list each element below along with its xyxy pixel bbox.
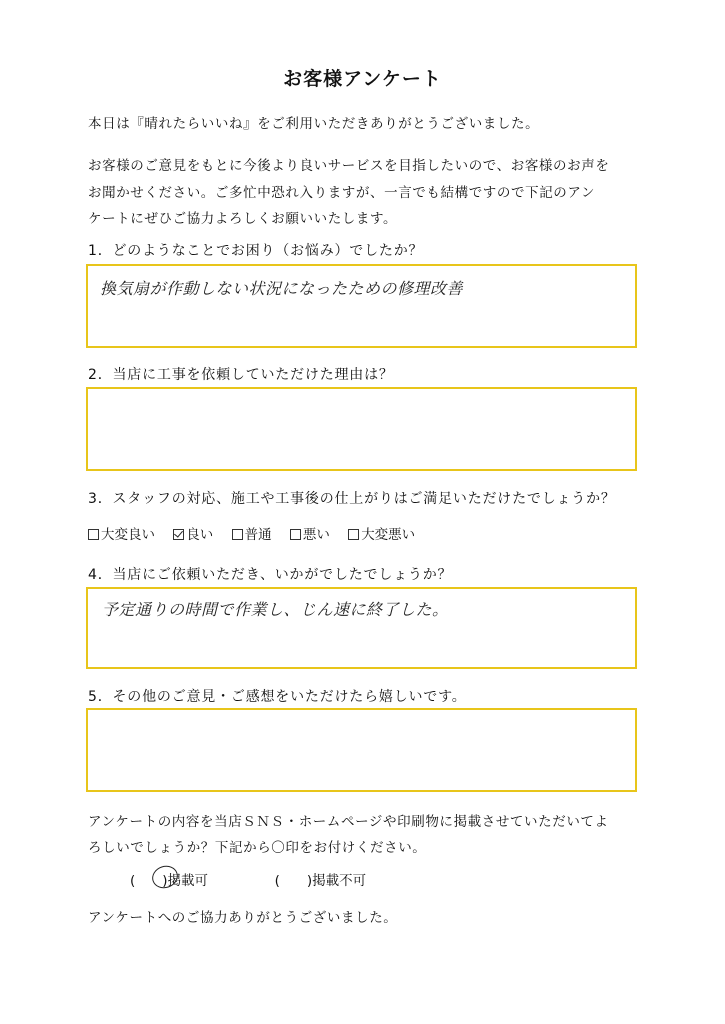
consent-deny[interactable]: ( )掲載不可: [274, 873, 367, 889]
question-5-label: 5．その他のご意見・ご感想をいただけたら嬉しいです。: [88, 689, 467, 705]
checkbox-normal[interactable]: [232, 529, 243, 540]
consent-line-1: アンケートの内容を当店ＳＮＳ・ホームページや印刷物に掲載させていただいてよ: [88, 814, 609, 830]
option-good[interactable]: 良い: [173, 523, 213, 543]
question-4-answer-box[interactable]: [86, 587, 637, 669]
checkbox-good[interactable]: [173, 529, 184, 540]
question-3-options: [88, 523, 429, 543]
checkbox-very-good[interactable]: [88, 529, 99, 540]
closing-text: アンケートへのご協力ありがとうございました。: [88, 910, 398, 926]
question-1-answer: 換気扇が作動しない状況になったための修理改善: [100, 279, 464, 298]
intro-line-3: お聞かせください。ご多忙中恐れ入りますが、一言でも結構ですので下記のアン: [88, 185, 596, 201]
intro-line-4: ケートにぜひご協力よろしくお願いいたします。: [88, 211, 398, 227]
question-2-answer-box[interactable]: [86, 387, 637, 471]
option-normal[interactable]: 普通: [232, 523, 272, 543]
option-bad[interactable]: 悪い: [290, 523, 330, 543]
question-2-label: 2．当店に工事を依頼していただけた理由は？: [88, 367, 394, 383]
question-4-label: 4．当店にご依頼いただき、いかがでしたでしょうか？: [88, 567, 453, 583]
intro-line-1: 本日は『晴れたらいいね』をご利用いただきありがとうございました。: [88, 116, 540, 132]
page-title: お客様アンケート: [283, 68, 442, 90]
question-5-answer-box[interactable]: [86, 708, 637, 792]
question-4-answer: 予定通りの時間で作業し、じん速に終了した。: [102, 600, 449, 619]
question-1-label: 1．どのようなことでお困り（お悩み）でしたか？: [88, 243, 424, 259]
consent-allow[interactable]: ( )掲載可: [130, 873, 209, 889]
intro-line-2: お客様のご意見をもとに今後より良いサービスを目指したいので、お客様のお声を: [88, 158, 610, 174]
checkbox-very-bad[interactable]: [348, 529, 359, 540]
option-very-bad[interactable]: 大変悪い: [348, 523, 415, 543]
question-1-answer-box[interactable]: [86, 264, 637, 348]
option-very-good[interactable]: 大変良い: [88, 523, 155, 543]
question-3-label: 3．スタッフの対応、施工や工事後の仕上がりはご満足いただけたでしょうか？: [88, 491, 616, 507]
checkbox-bad[interactable]: [290, 529, 301, 540]
consent-line-2: ろしいでしょうか？下記から〇印をお付けください。: [88, 840, 427, 856]
